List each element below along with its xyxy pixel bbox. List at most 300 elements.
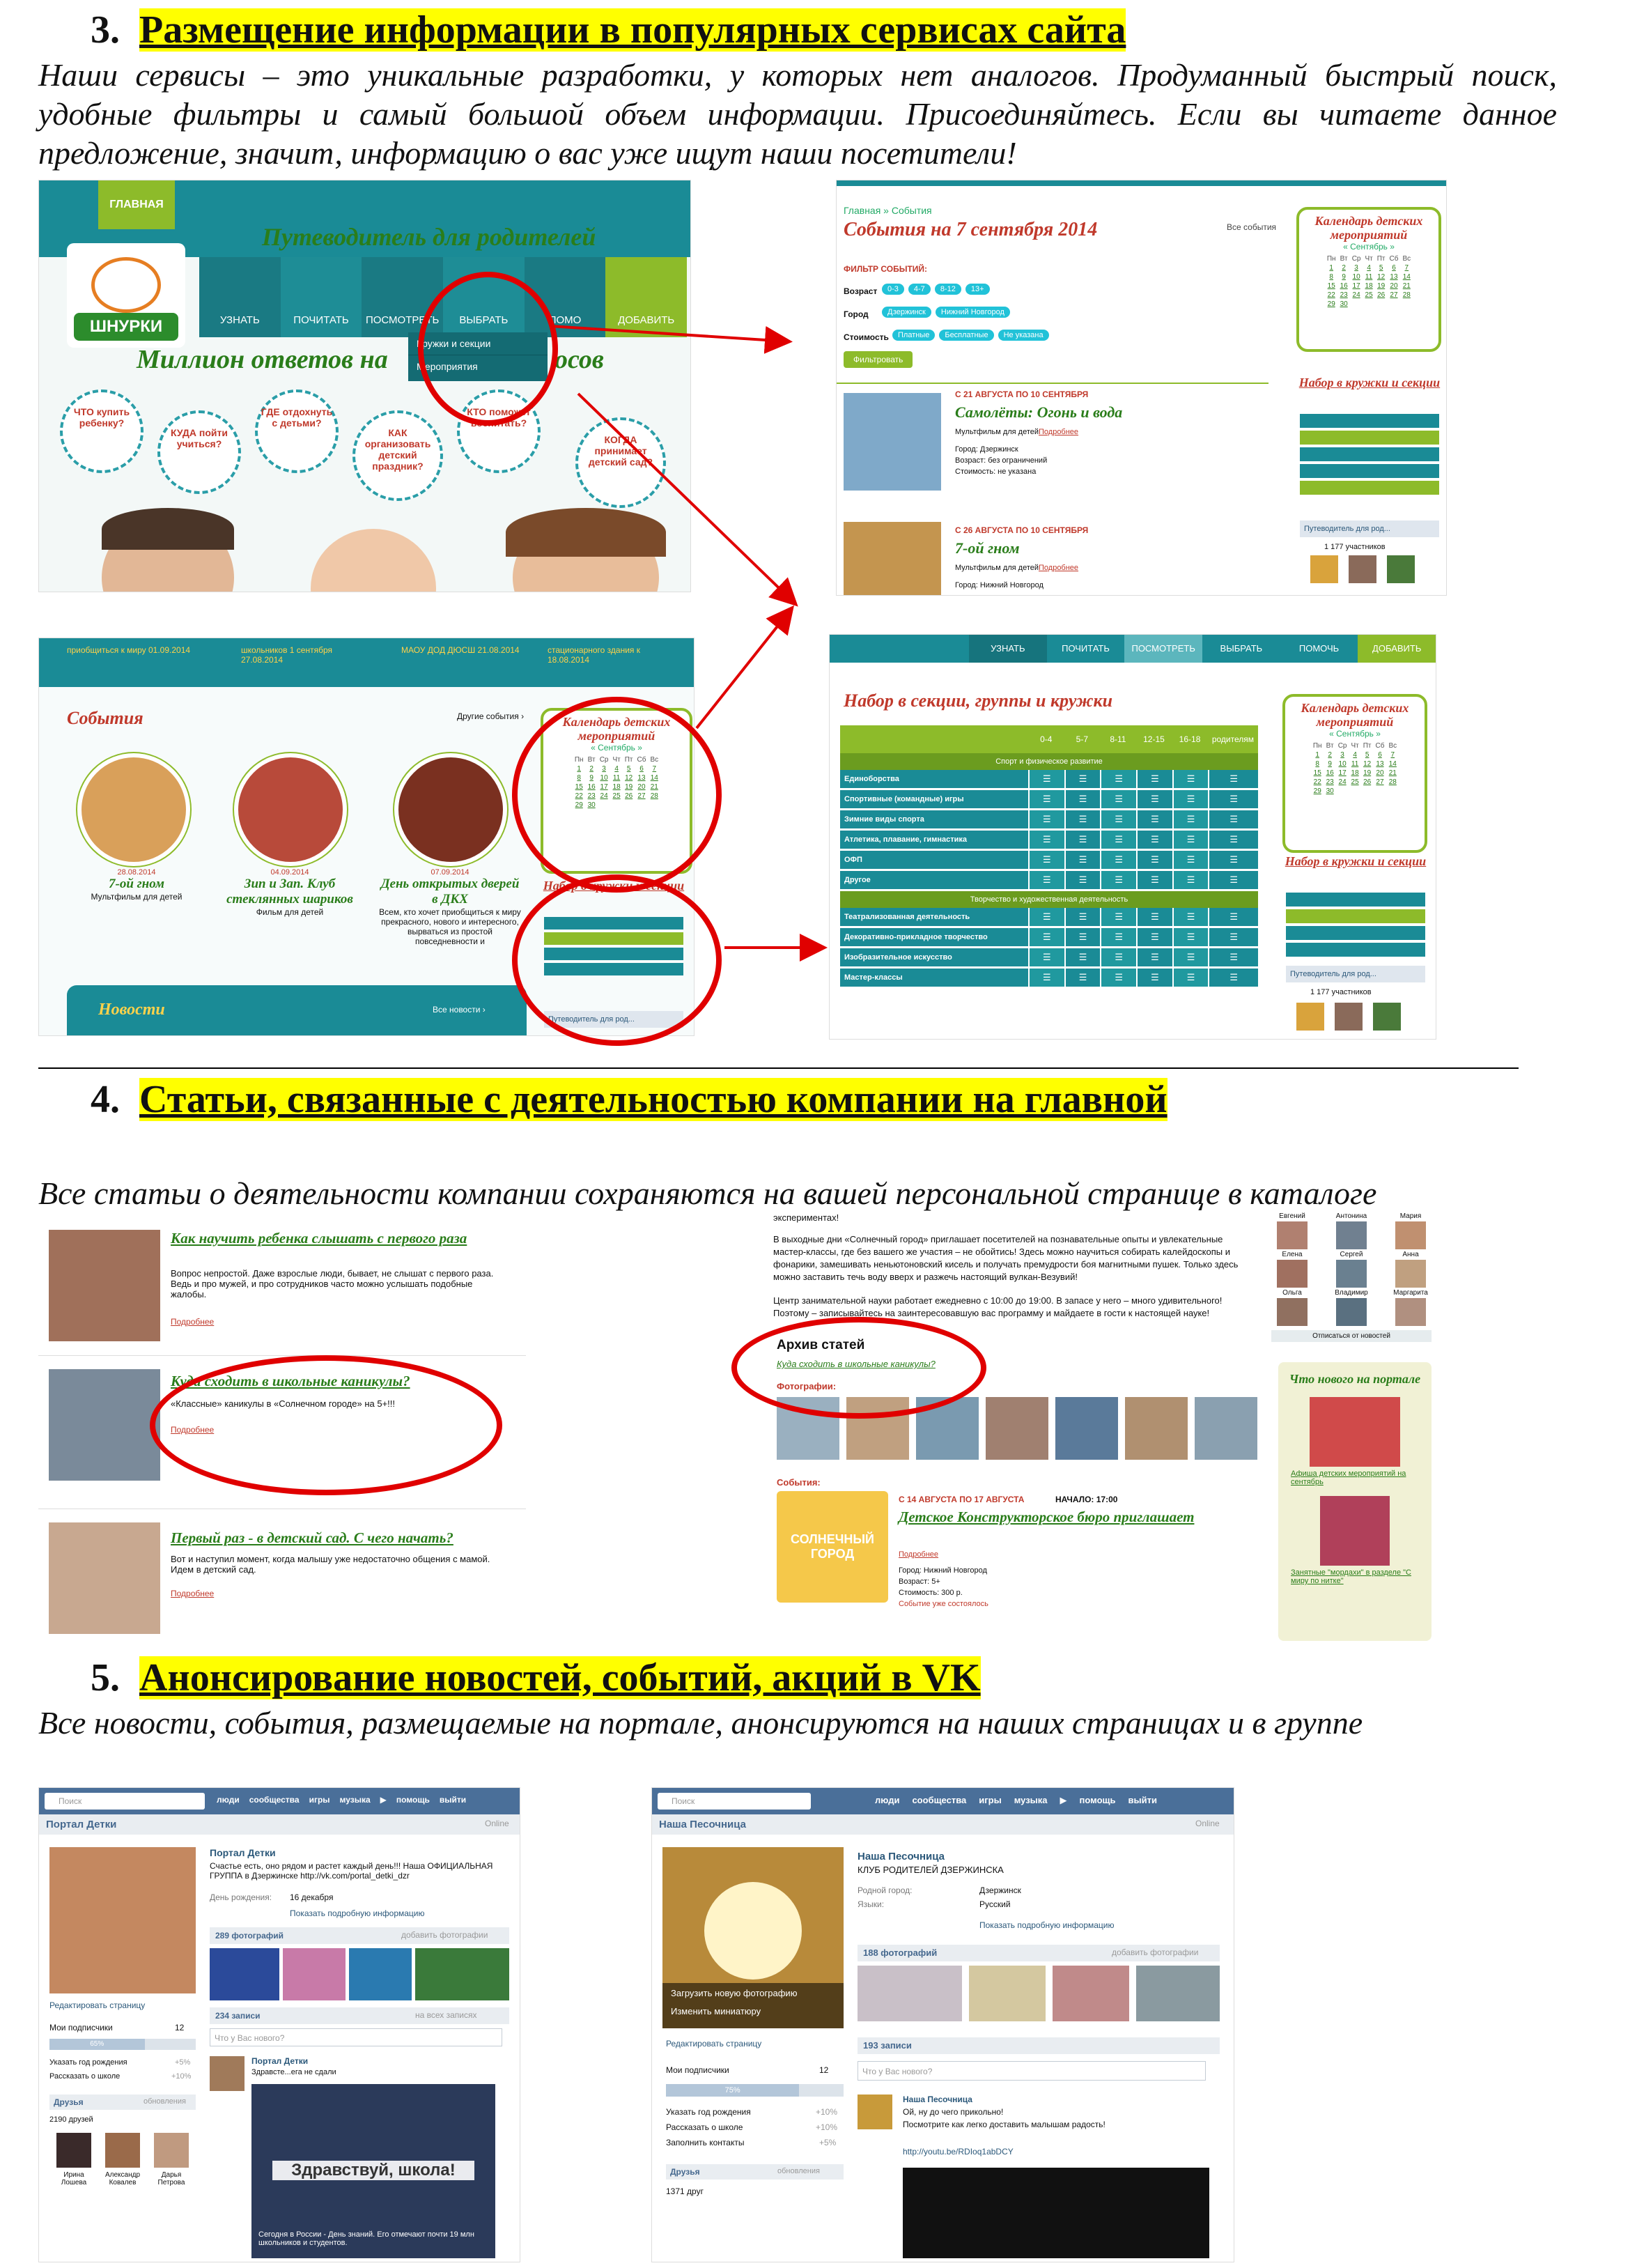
vk-friend-avatar[interactable] <box>154 2133 189 2168</box>
list-icon[interactable]: ☰ <box>1101 790 1136 808</box>
vk-more-info[interactable]: Показать подробную информацию <box>979 1920 1115 1930</box>
calendar-date[interactable]: 26 <box>1363 778 1372 786</box>
calendar-title[interactable]: Календарь детских мероприятий <box>562 715 671 743</box>
nav-watch[interactable]: ПОСМОТРЕТЬ <box>1124 635 1202 663</box>
list-icon[interactable]: ☰ <box>1138 770 1172 788</box>
whats-new-image[interactable] <box>1310 1397 1400 1467</box>
vk-wall-header[interactable]: 193 записи <box>858 2037 1220 2054</box>
vk-menu-communities[interactable]: сообщества <box>912 1795 967 1805</box>
cost-chip[interactable]: Бесплатные <box>939 330 993 341</box>
vk-post-image[interactable] <box>251 2084 495 2258</box>
vk-photos-header[interactable]: 289 фотографий <box>210 1927 509 1944</box>
article-more-link[interactable]: Подробнее <box>171 1589 215 1598</box>
bubble-what[interactable]: ЧТО купить ребенку? <box>60 389 143 473</box>
calendar-date[interactable]: 18 <box>612 783 621 791</box>
calendar-date[interactable]: 11 <box>612 774 621 782</box>
calendar-date[interactable]: 9 <box>1328 760 1332 768</box>
calendar-date[interactable]: 7 <box>652 765 657 773</box>
vk-task[interactable]: Рассказать о школе <box>49 2072 121 2081</box>
list-icon[interactable]: ☰ <box>1209 770 1258 788</box>
list-icon[interactable]: ☰ <box>1209 948 1258 966</box>
dropdown-item-events[interactable]: Мероприятия <box>417 361 478 372</box>
vk-task[interactable]: Указать год рождения <box>49 2058 127 2067</box>
article-title[interactable]: Первый раз - в детский сад. С чего начать? <box>171 1529 453 1546</box>
calendar-date[interactable]: 23 <box>1326 778 1334 786</box>
event-title[interactable]: 7-ой гном <box>109 877 164 891</box>
calendar-date[interactable]: 27 <box>637 792 646 800</box>
calendar-date[interactable]: 27 <box>1376 778 1384 786</box>
calendar-date[interactable]: 4 <box>1367 264 1371 272</box>
vk-subscribers[interactable]: Мои подписчики <box>666 2065 729 2075</box>
list-icon[interactable]: ☰ <box>1174 831 1209 849</box>
nav-learn[interactable]: УЗНАТЬ <box>199 257 281 337</box>
cost-chip[interactable]: Платные <box>892 330 935 341</box>
vk-widget[interactable]: Путеводитель для род... <box>1286 966 1425 982</box>
vk-menu-games[interactable]: игры <box>309 1795 330 1805</box>
list-icon[interactable]: ☰ <box>1030 851 1064 869</box>
vk-new-post-input[interactable]: Что у Вас нового? <box>210 2028 502 2046</box>
calendar-date[interactable]: 28 <box>1402 291 1411 299</box>
calendar-date[interactable]: 13 <box>1376 760 1384 768</box>
event-title[interactable]: Самолёты: Огонь и вода <box>955 403 1123 421</box>
vk-friends-header[interactable]: Друзья <box>666 2164 844 2180</box>
vk-friend-name[interactable]: Дарья Петрова <box>157 2171 185 2186</box>
bubble-where-study[interactable]: КУДА пойти учиться? <box>157 410 241 494</box>
list-icon[interactable]: ☰ <box>1030 810 1064 828</box>
vk-photo-thumb[interactable] <box>415 1948 509 2000</box>
list-icon[interactable]: ☰ <box>1066 969 1101 987</box>
vk-friends-updates[interactable]: обновления <box>777 2167 820 2175</box>
calendar-date[interactable]: 30 <box>1340 300 1348 308</box>
other-events-link[interactable]: Другие события › <box>457 711 525 721</box>
play-icon[interactable]: ▶ <box>380 1795 387 1805</box>
calendar-date[interactable]: 24 <box>600 792 608 800</box>
vk-menu-people[interactable]: люди <box>217 1795 240 1805</box>
vk-photo-thumb[interactable] <box>858 1966 962 2021</box>
vk-add-photos[interactable]: добавить фотографии <box>1112 1947 1199 1957</box>
vk-search-input[interactable]: Поиск <box>658 1793 811 1810</box>
calendar-date[interactable]: 14 <box>1402 273 1411 281</box>
news-strip-item[interactable]: МАОУ ДОД ДЮСШ 21.08.2014 <box>401 645 520 655</box>
calendar-date[interactable]: 16 <box>1326 769 1334 777</box>
list-icon[interactable]: ☰ <box>1030 770 1064 788</box>
breadcrumb[interactable]: Главная » События <box>844 205 932 216</box>
calendar-month[interactable]: « Сентябрь » <box>1343 242 1395 252</box>
vk-photos-header[interactable]: 188 фотографий <box>858 1945 1220 1961</box>
vk-menu-music[interactable]: музыка <box>1014 1795 1048 1805</box>
calendar-date[interactable]: 21 <box>1402 282 1411 290</box>
calendar-date[interactable]: 4 <box>614 765 619 773</box>
nav-read[interactable]: ПОЧИТАТЬ <box>1062 643 1110 654</box>
vk-menu-logout[interactable]: выйти <box>1128 1795 1157 1805</box>
vk-menu-logout[interactable]: выйти <box>439 1795 467 1805</box>
list-icon[interactable]: ☰ <box>1138 908 1172 926</box>
row-label[interactable]: Другое <box>840 871 1028 889</box>
list-icon[interactable]: ☰ <box>1030 831 1064 849</box>
list-icon[interactable]: ☰ <box>1174 948 1209 966</box>
clubs-link[interactable]: Набор в кружки и секции <box>1285 854 1427 868</box>
vk-photo-thumb[interactable] <box>210 1948 279 2000</box>
calendar-date[interactable]: 30 <box>587 801 596 809</box>
unsubscribe-link[interactable]: Отписаться от новостей <box>1271 1330 1432 1342</box>
vk-friend-avatar[interactable] <box>105 2133 140 2168</box>
calendar-title[interactable]: Календарь детских мероприятий <box>1314 214 1423 242</box>
vk-task[interactable]: Указать год рождения <box>666 2107 751 2117</box>
calendar-date[interactable]: 28 <box>650 792 658 800</box>
calendar-date[interactable]: 20 <box>637 783 646 791</box>
list-icon[interactable]: ☰ <box>1101 908 1136 926</box>
event-more-link[interactable]: Подробнее <box>1039 564 1079 572</box>
article-more-link[interactable]: Подробнее <box>171 1317 215 1327</box>
list-icon[interactable]: ☰ <box>1101 871 1136 889</box>
age-chip[interactable]: 4-7 <box>908 284 931 295</box>
list-icon[interactable]: ☰ <box>1066 948 1101 966</box>
nav-help[interactable]: ПОМОЧЬ <box>1298 643 1340 654</box>
person-name[interactable]: Сергей <box>1340 1251 1363 1258</box>
photo-thumb[interactable] <box>1195 1397 1257 1460</box>
calendar-title[interactable]: Календарь детских мероприятий <box>1301 701 1409 729</box>
list-icon[interactable]: ☰ <box>1066 810 1101 828</box>
photo-thumb[interactable] <box>986 1397 1048 1460</box>
list-icon[interactable]: ☰ <box>1101 831 1136 849</box>
whats-new-link[interactable]: Занятные "мордахи" в разделе "С миру по нитке" <box>1291 1568 1412 1585</box>
row-label[interactable]: Зимние виды спорта <box>840 810 1028 828</box>
vk-menu-games[interactable]: игры <box>979 1795 1002 1805</box>
calendar-date[interactable]: 25 <box>1365 291 1373 299</box>
bubble-how-party[interactable]: КАК организовать детский праздник? <box>352 410 443 501</box>
vk-post-avatar[interactable] <box>858 2095 892 2129</box>
vk-post-link[interactable]: http://youtu.be/RDIoq1abDCY <box>903 2147 1014 2157</box>
calendar-date[interactable]: 7 <box>1404 264 1409 272</box>
row-label[interactable]: Спортивные (командные) игры <box>840 790 1028 808</box>
list-icon[interactable]: ☰ <box>1030 790 1064 808</box>
list-icon[interactable]: ☰ <box>1066 851 1101 869</box>
list-icon[interactable]: ☰ <box>1101 928 1136 946</box>
calendar-date[interactable]: 1 <box>577 765 581 773</box>
vk-widget[interactable]: Путеводитель для род... <box>544 1011 683 1028</box>
nav-watch[interactable]: ПОСМОТРЕТЬ <box>362 257 443 337</box>
list-icon[interactable]: ☰ <box>1209 908 1258 926</box>
clubs-link[interactable]: Набор в кружки и секции <box>543 879 685 893</box>
whats-new-image[interactable] <box>1320 1496 1390 1566</box>
calendar-date[interactable]: 26 <box>1377 291 1386 299</box>
list-icon[interactable]: ☰ <box>1174 770 1209 788</box>
calendar-date[interactable]: 8 <box>577 774 581 782</box>
vk-post-avatar[interactable] <box>210 2056 245 2091</box>
calendar-date[interactable]: 30 <box>1326 787 1334 795</box>
list-icon[interactable]: ☰ <box>1138 948 1172 966</box>
calendar-date[interactable]: 6 <box>1392 264 1396 272</box>
row-label[interactable]: Атлетика, плавание, гимнастика <box>840 831 1028 849</box>
vk-menu-people[interactable]: люди <box>875 1795 900 1805</box>
calendar-date[interactable]: 13 <box>637 774 646 782</box>
sunny-city-logo[interactable]: СОЛНЕЧНЫЙ ГОРОД <box>777 1491 888 1603</box>
list-icon[interactable]: ☰ <box>1209 810 1258 828</box>
vk-menu-help[interactable]: помощь <box>396 1795 430 1805</box>
vk-menu-communities[interactable]: сообщества <box>249 1795 300 1805</box>
event-title[interactable]: День открытых дверей в ДКХ <box>380 877 520 907</box>
calendar-date[interactable]: 20 <box>1390 282 1398 290</box>
calendar-date[interactable]: 20 <box>1376 769 1384 777</box>
list-icon[interactable]: ☰ <box>1138 928 1172 946</box>
calendar-date[interactable]: 8 <box>1315 760 1319 768</box>
person-name[interactable]: Мария <box>1399 1212 1422 1220</box>
calendar-date[interactable]: 4 <box>1353 751 1357 759</box>
list-icon[interactable]: ☰ <box>1174 908 1209 926</box>
person-name[interactable]: Антонина <box>1335 1212 1367 1220</box>
calendar-date[interactable]: 22 <box>575 792 583 800</box>
news-strip-item[interactable]: школьников 1 сентября 27.08.2014 <box>241 645 332 665</box>
article-image[interactable] <box>49 1369 160 1481</box>
calendar-date[interactable]: 5 <box>1365 751 1370 759</box>
calendar-date[interactable]: 19 <box>625 783 633 791</box>
vk-more-info[interactable]: Показать подробную информацию <box>290 1908 425 1918</box>
list-icon[interactable]: ☰ <box>1138 790 1172 808</box>
list-icon[interactable]: ☰ <box>1030 871 1064 889</box>
person-name[interactable]: Ольга <box>1282 1289 1302 1297</box>
list-icon[interactable]: ☰ <box>1209 928 1258 946</box>
calendar-date[interactable]: 19 <box>1363 769 1372 777</box>
calendar-date[interactable]: 1 <box>1315 751 1319 759</box>
nav-read[interactable]: ПОЧИТАТЬ <box>281 257 362 337</box>
calendar-date[interactable]: 25 <box>612 792 621 800</box>
nav-add[interactable]: ДОБАВИТЬ <box>1358 635 1436 663</box>
list-icon[interactable]: ☰ <box>1209 871 1258 889</box>
calendar-date[interactable]: 26 <box>625 792 633 800</box>
event-title[interactable]: 7-ой гном <box>955 539 1020 557</box>
vk-new-post-input[interactable]: Что у Вас нового? <box>858 2061 1206 2081</box>
row-label[interactable]: Изобразительное искусство <box>840 948 1028 966</box>
vk-avatar[interactable] <box>662 1847 844 2028</box>
calendar-date[interactable]: 11 <box>1365 273 1373 281</box>
event-more-link[interactable]: Подробнее <box>899 1550 939 1559</box>
vk-widget[interactable]: Путеводитель для род... <box>1300 520 1439 537</box>
calendar-date[interactable]: 15 <box>1313 769 1321 777</box>
calendar-date[interactable]: 28 <box>1388 778 1397 786</box>
calendar-month[interactable]: « Сентябрь » <box>1329 729 1381 739</box>
list-icon[interactable]: ☰ <box>1138 831 1172 849</box>
city-chip[interactable]: Дзержинск <box>882 307 931 318</box>
nav-choose[interactable]: ВЫБРАТЬ <box>1220 643 1263 654</box>
calendar-date[interactable]: 23 <box>587 792 596 800</box>
list-icon[interactable]: ☰ <box>1138 810 1172 828</box>
vk-post-author[interactable]: Портал Детки <box>251 2056 309 2066</box>
bubble-when-kindergarten[interactable]: КОГДА принимает детский сад? <box>575 417 666 508</box>
calendar-date[interactable]: 22 <box>1313 778 1321 786</box>
row-label[interactable]: Мастер-классы <box>840 969 1028 987</box>
calendar-date[interactable]: 5 <box>626 765 631 773</box>
nav-add[interactable]: ДОБАВИТЬ <box>605 257 687 337</box>
list-icon[interactable]: ☰ <box>1030 969 1064 987</box>
calendar-date[interactable]: 12 <box>625 774 633 782</box>
calendar-date[interactable]: 29 <box>575 801 583 809</box>
calendar-date[interactable]: 3 <box>1340 751 1344 759</box>
vk-wall-header[interactable]: 234 записи <box>210 2007 509 2024</box>
list-icon[interactable]: ☰ <box>1138 871 1172 889</box>
vk-photo-thumb[interactable] <box>1053 1966 1129 2021</box>
list-icon[interactable]: ☰ <box>1030 928 1064 946</box>
list-icon[interactable]: ☰ <box>1138 851 1172 869</box>
vk-task[interactable]: Заполнить контакты <box>666 2138 745 2147</box>
row-label[interactable]: ОФП <box>840 851 1028 869</box>
list-icon[interactable]: ☰ <box>1174 810 1209 828</box>
calendar-date[interactable]: 25 <box>1351 778 1359 786</box>
calendar-date[interactable]: 7 <box>1390 751 1395 759</box>
calendar-date[interactable]: 24 <box>1352 291 1360 299</box>
list-icon[interactable]: ☰ <box>1066 871 1101 889</box>
calendar-date[interactable]: 24 <box>1338 778 1347 786</box>
vk-edit-page[interactable]: Редактировать страницу <box>49 2000 146 2010</box>
calendar-date[interactable]: 16 <box>587 783 596 791</box>
list-icon[interactable]: ☰ <box>1101 770 1136 788</box>
calendar-date[interactable]: 15 <box>575 783 583 791</box>
vk-friend-avatar[interactable] <box>56 2133 91 2168</box>
list-icon[interactable]: ☰ <box>1030 908 1064 926</box>
row-label[interactable]: Декоративно-прикладное творчество <box>840 928 1028 946</box>
calendar-date[interactable]: 15 <box>1327 282 1335 290</box>
vk-menu-help[interactable]: помощь <box>1079 1795 1116 1805</box>
list-icon[interactable]: ☰ <box>1209 851 1258 869</box>
vk-upload-photo[interactable]: Загрузить новую фотографию <box>671 1988 798 1998</box>
calendar-date[interactable]: 8 <box>1329 273 1333 281</box>
dropdown-item-clubs[interactable]: Кружки и секции <box>408 332 548 355</box>
calendar-date[interactable]: 5 <box>1379 264 1383 272</box>
list-icon[interactable]: ☰ <box>1066 790 1101 808</box>
vk-photo-thumb[interactable] <box>1136 1966 1220 2021</box>
photo-thumb[interactable] <box>1125 1397 1188 1460</box>
calendar-date[interactable]: 19 <box>1377 282 1386 290</box>
calendar-date[interactable]: 6 <box>639 765 644 773</box>
vk-change-thumb[interactable]: Изменить миниатюру <box>671 2006 761 2016</box>
list-icon[interactable]: ☰ <box>1209 969 1258 987</box>
person-name[interactable]: Маргарита <box>1393 1289 1428 1297</box>
person-name[interactable]: Владимир <box>1335 1289 1368 1297</box>
all-news-link[interactable]: Все новости › <box>433 1005 486 1015</box>
calendar-date[interactable]: 2 <box>1328 751 1332 759</box>
city-chip[interactable]: Нижний Новгород <box>936 307 1010 318</box>
clubs-link[interactable]: Набор в кружки и секции <box>1298 376 1441 389</box>
calendar-date[interactable]: 12 <box>1363 760 1372 768</box>
all-events-link[interactable]: Все события <box>1227 222 1277 232</box>
vk-photo-thumb[interactable] <box>283 1948 346 2000</box>
nav-help[interactable]: ПОМО <box>525 257 606 337</box>
calendar-date[interactable]: 10 <box>600 774 608 782</box>
vk-edit-page[interactable]: Редактировать страницу <box>666 2039 762 2049</box>
calendar-date[interactable]: 21 <box>1388 769 1397 777</box>
age-chip[interactable]: 8-12 <box>935 284 961 295</box>
list-icon[interactable]: ☰ <box>1066 928 1101 946</box>
vk-friend-name[interactable]: Александр Ковалев <box>104 2171 141 2186</box>
event-title[interactable]: Детское Конструкторское бюро приглашает <box>899 1509 1195 1525</box>
age-chip[interactable]: 0-3 <box>882 284 904 295</box>
calendar-date[interactable]: 23 <box>1340 291 1348 299</box>
list-icon[interactable]: ☰ <box>1174 871 1209 889</box>
play-icon[interactable]: ▶ <box>1060 1795 1067 1805</box>
list-icon[interactable]: ☰ <box>1174 928 1209 946</box>
calendar-date[interactable]: 17 <box>600 783 608 791</box>
vk-avatar[interactable] <box>49 1847 196 1993</box>
calendar-date[interactable]: 6 <box>1378 751 1382 759</box>
home-tab[interactable]: ГЛАВНАЯ <box>98 180 175 229</box>
vk-search-input[interactable]: Поиск <box>45 1793 205 1810</box>
article-image[interactable] <box>49 1230 160 1341</box>
list-icon[interactable]: ☰ <box>1101 851 1136 869</box>
list-icon[interactable]: ☰ <box>1209 831 1258 849</box>
vk-post-author[interactable]: Наша Песочница <box>903 2095 972 2104</box>
vk-friend-name[interactable]: Ирина Лошева <box>61 2171 87 2186</box>
calendar-date[interactable]: 22 <box>1327 291 1335 299</box>
news-strip-item[interactable]: приобщиться к миру 01.09.2014 <box>67 645 191 655</box>
whats-new-link[interactable]: Афиша детских мероприятий на сентябрь <box>1291 1469 1406 1486</box>
filter-button[interactable]: Фильтровать <box>844 351 913 368</box>
vk-subscribers[interactable]: Мои подписчики <box>49 2023 113 2032</box>
vk-wall-tab[interactable]: на всех записях <box>415 2010 477 2020</box>
calendar-date[interactable]: 1 <box>1329 264 1333 272</box>
calendar-date[interactable]: 21 <box>650 783 658 791</box>
event-more-link[interactable]: Подробнее <box>1039 428 1079 436</box>
bubble-where-rest[interactable]: ГДЕ отдохнуть с детьми? <box>255 389 339 473</box>
list-icon[interactable]: ☰ <box>1066 831 1101 849</box>
vk-post-video[interactable] <box>903 2168 1209 2258</box>
list-icon[interactable]: ☰ <box>1101 810 1136 828</box>
calendar-date[interactable]: 9 <box>1342 273 1346 281</box>
calendar-date[interactable]: 29 <box>1313 787 1321 795</box>
news-strip-item[interactable]: стационарного здания к 18.08.2014 <box>548 645 641 665</box>
archive-link[interactable]: Куда сходить в школьные каникулы? <box>777 1359 936 1369</box>
list-icon[interactable]: ☰ <box>1066 770 1101 788</box>
calendar-date[interactable]: 11 <box>1351 760 1359 768</box>
list-icon[interactable]: ☰ <box>1101 948 1136 966</box>
article-image[interactable] <box>49 1522 160 1634</box>
calendar-date[interactable]: 10 <box>1338 760 1347 768</box>
list-icon[interactable]: ☰ <box>1174 790 1209 808</box>
calendar-date[interactable]: 3 <box>602 765 606 773</box>
list-icon[interactable]: ☰ <box>1138 969 1172 987</box>
vk-menu-music[interactable]: музыка <box>339 1795 371 1805</box>
news-title[interactable]: Новости <box>98 1001 165 1019</box>
nav-learn[interactable]: УЗНАТЬ <box>969 635 1047 663</box>
vk-add-photos[interactable]: добавить фотографии <box>401 1930 488 1940</box>
article-more-link[interactable]: Подробнее <box>171 1425 215 1435</box>
list-icon[interactable]: ☰ <box>1174 969 1209 987</box>
calendar-date[interactable]: 14 <box>1388 760 1397 768</box>
event-title[interactable]: Зип и Зап. Клуб стеклянных шариков <box>226 877 353 907</box>
calendar-date[interactable]: 17 <box>1338 769 1347 777</box>
calendar-date[interactable]: 2 <box>589 765 593 773</box>
person-name[interactable]: Анна <box>1402 1251 1419 1258</box>
calendar-date[interactable]: 13 <box>1390 273 1398 281</box>
cost-chip[interactable]: Не указана <box>998 330 1049 341</box>
list-icon[interactable]: ☰ <box>1066 908 1101 926</box>
list-icon[interactable]: ☰ <box>1101 969 1136 987</box>
vk-photo-thumb[interactable] <box>349 1948 412 2000</box>
calendar-date[interactable]: 10 <box>1352 273 1360 281</box>
vk-photo-thumb[interactable] <box>969 1966 1046 2021</box>
age-chip[interactable]: 13+ <box>965 284 990 295</box>
calendar-date[interactable]: 14 <box>650 774 658 782</box>
calendar-date[interactable]: 9 <box>589 774 593 782</box>
bubble-who-helps[interactable]: КТО поможет воспитать? <box>457 389 541 473</box>
vk-friends-updates[interactable]: обновления <box>143 2097 186 2106</box>
calendar-month[interactable]: « Сентябрь » <box>591 743 642 753</box>
calendar-date[interactable]: 17 <box>1352 282 1360 290</box>
calendar-date[interactable]: 2 <box>1342 264 1346 272</box>
article-title[interactable]: Как научить ребенка слышать с первого раза <box>171 1230 467 1247</box>
calendar-date[interactable]: 16 <box>1340 282 1348 290</box>
row-label[interactable]: Театрализованная деятельность <box>840 908 1028 926</box>
vk-friends-header[interactable]: Друзья <box>49 2095 196 2110</box>
list-icon[interactable]: ☰ <box>1174 851 1209 869</box>
